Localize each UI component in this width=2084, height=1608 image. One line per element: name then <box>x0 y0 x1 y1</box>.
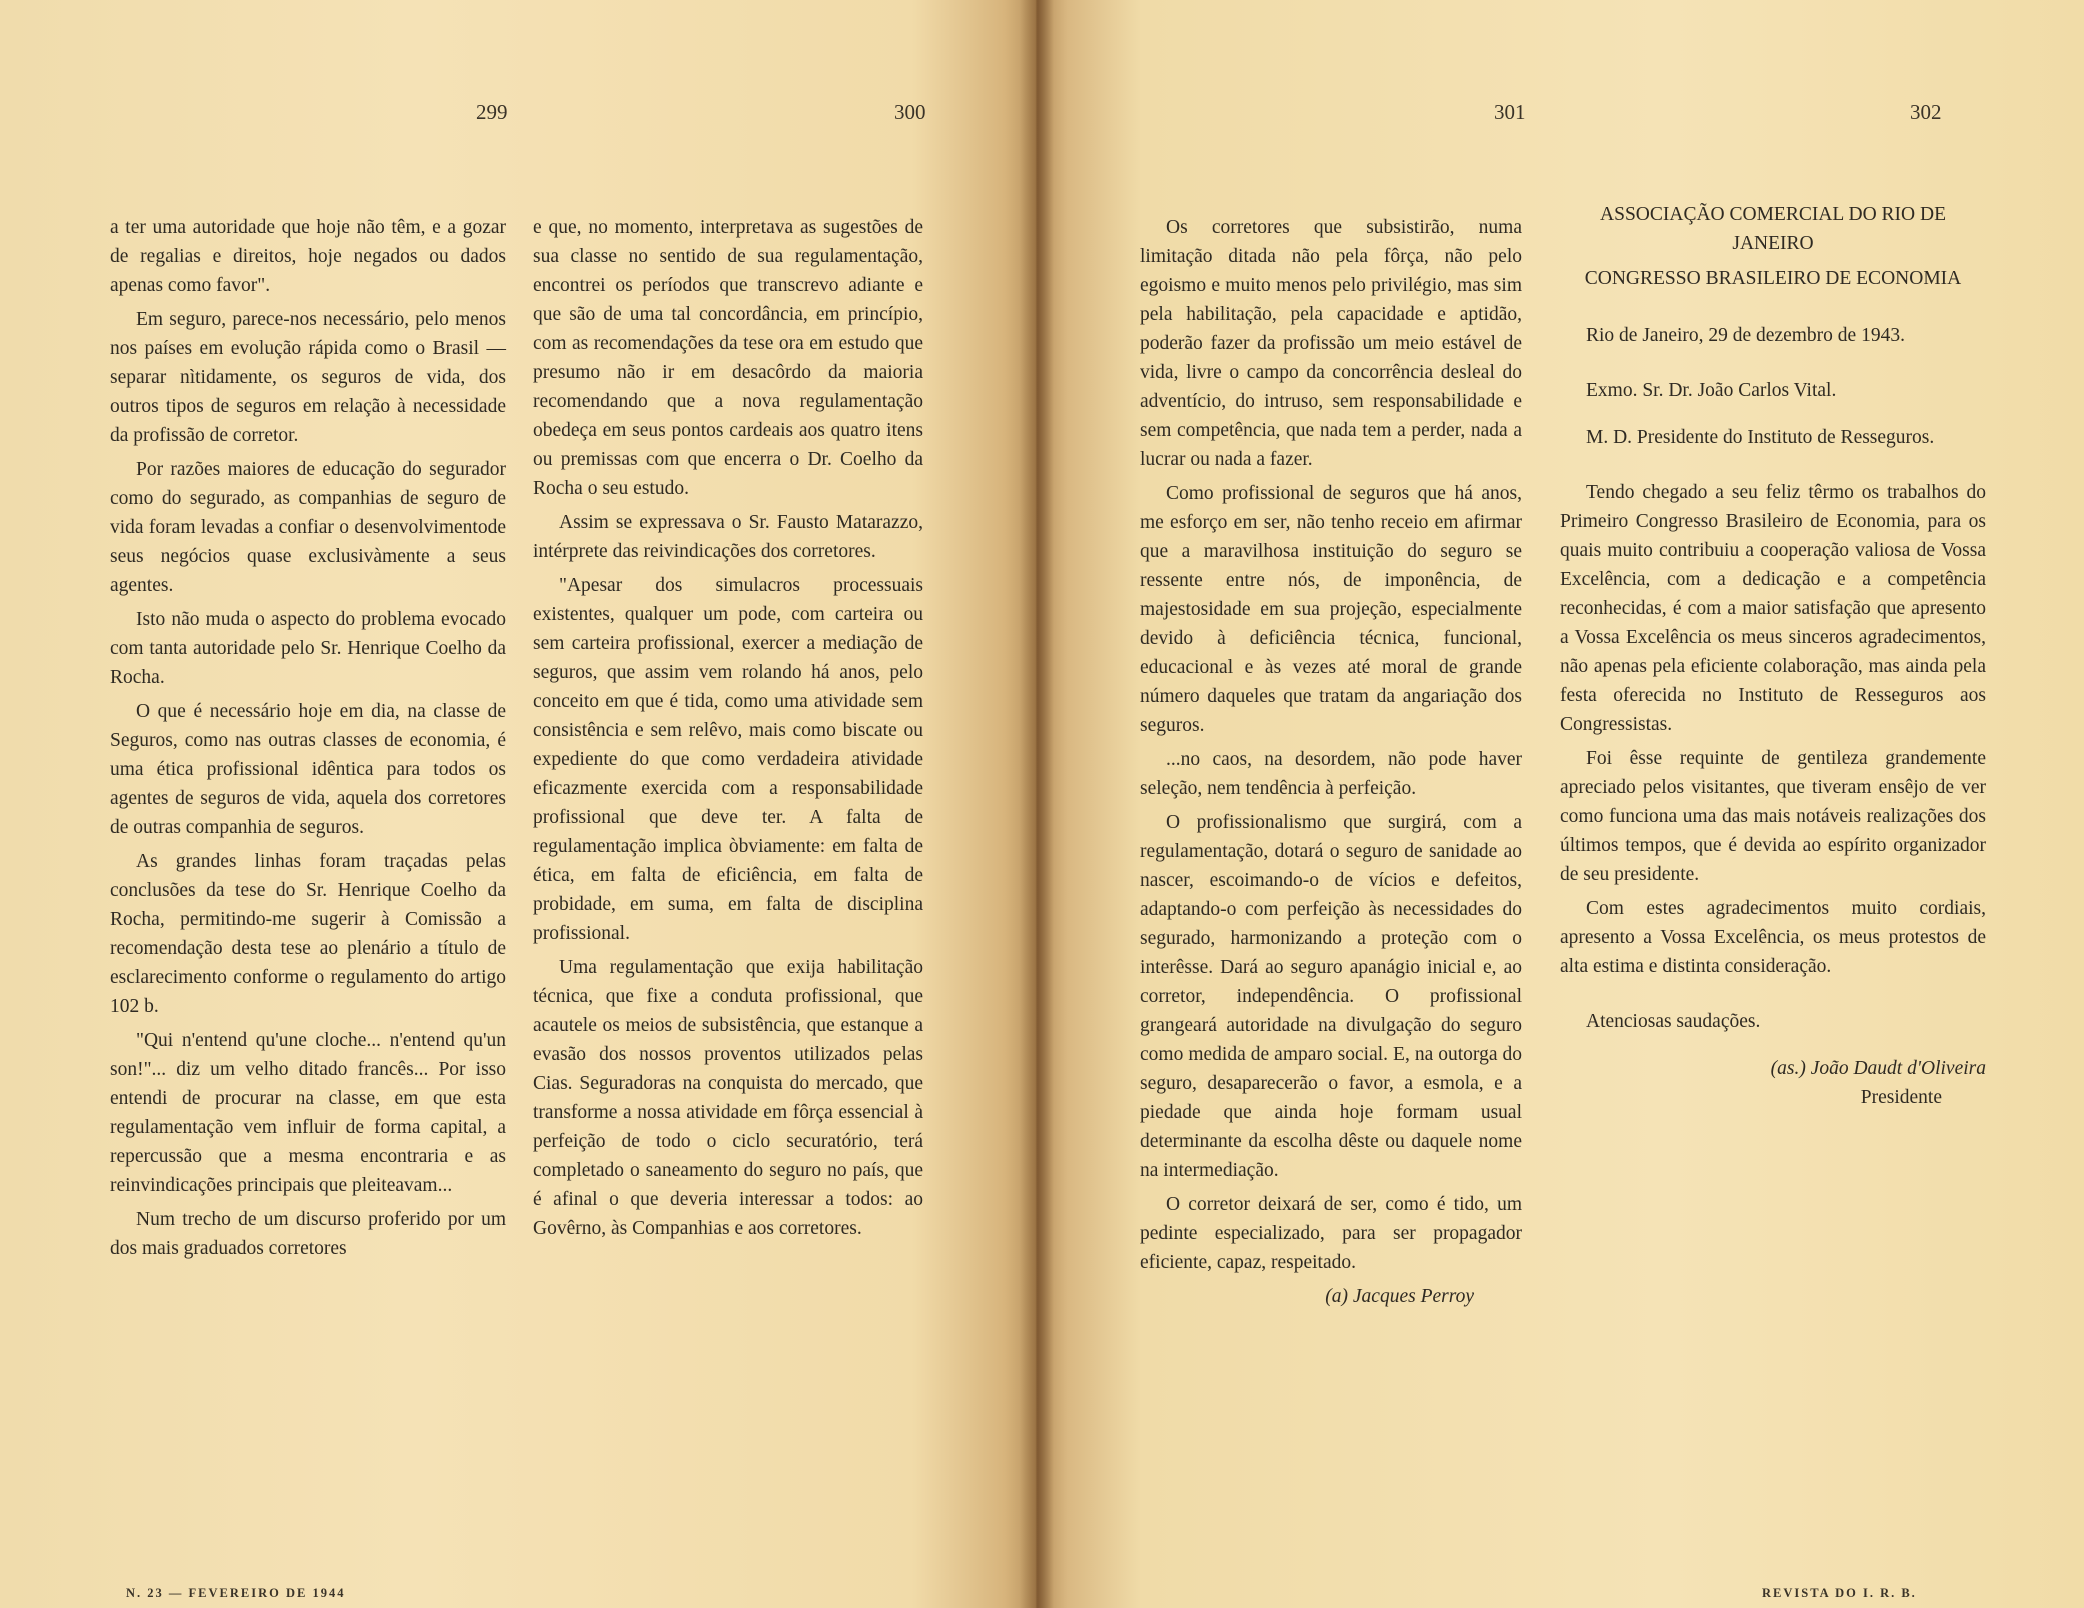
paragraph: O profissionalismo que surgirá, com a regulamentação, dotará o seguro de sanidade ao nascer, escoimando-o de vícios e defeitos, adaptando-o com perfeição às necessidades do segurado, harmonizando a proteção com o interêsse. Dará ao seguro apanágio inicial e, ao corretor, independência. O profissional grangeará autoridade na divulgação do seguro como medida de amparo social. E, na outorga do seguro, desaparecerão o favor, a esmola, e a piedade que ainda hoje formam usual determinante da escolha dêste ou daquele nome na intermediação. <box>1140 812 1522 1181</box>
paragraph: Assim se expressava o Sr. Fausto Matarazzo, intérprete das reivindicações dos corretores. <box>533 512 923 562</box>
paragraph: Em seguro, parece-nos necessário, pelo menos nos países em evolução rápida como o Brasil — separar nìtidamente, os seguros de vida, dos outros tipos de seguros em relação à necessidade da profissão de corretor. <box>110 309 506 446</box>
left-leaf <box>0 0 1036 1608</box>
page-number-302: 302 <box>1910 100 1942 124</box>
right-leaf <box>1036 0 2084 1608</box>
page-300-column <box>533 213 923 1248</box>
paragraph: As grandes linhas foram traçadas pelas conclusões da tese do Sr. Henrique Coelho da Rocha, permitindo-me sugerir à Comissão a recomendação desta tese ao plenário a título de esclarecimento conforme o regulamento do artigo 102 b. <box>110 851 506 1017</box>
paragraph: Isto não muda o aspecto do problema evocado com tanta autoridade pelo Sr. Henrique Coelho da Rocha. <box>110 609 506 688</box>
paragraph: Uma regulamentação que exija habilitação técnica, que fixe a conduta profissional, que acautele os meios de subsistência, que estanque a evasão dos nossos proventos utilizados pelas Cias. Seguradoras na conquista do mercado, que transforme a nossa atividade em fôrça essencial à perfeição de todo o ciclo securatório, terá completado o saneamento do seguro no país, que é afinal o que deveria interessar a todos: ao Govêrno, às Companhias e aos corretores. <box>533 957 923 1239</box>
paragraph: ...no caos, na desordem, não pode haver seleção, nem tendência à perfeição. <box>1140 749 1522 799</box>
page-302-column <box>1560 200 1986 1125</box>
paragraph: O corretor deixará de ser, como é tido, um pedinte especializado, para ser propagador eficiente, capaz, respeitado. <box>1140 1194 1522 1273</box>
letter-paragraph: Tendo chegado a seu feliz têrmo os trabalhos do Primeiro Congresso Brasileiro de Economia, para os quais muito contribuiu a cooperação valiosa de Vossa Excelência, com a dedicação e a competência reconhecidas, é com a maior satisfação que apresento a Vossa Excelência os meus sinceros agradecimentos, não apenas pela eficiente colaboração, mas ainda pela festa oferecida no Instituto de Resseguros aos Congressistas. <box>1560 482 1986 735</box>
letter-signature-title: Presidente <box>1860 1087 1942 1108</box>
paragraph: Como profissional de seguros que há anos, me esforço em ser, não tenho receio em afirmar que a maravilhosa instituição do seguro se ressente entre nós, de imponência, de majestosidade em sua projeção, especialmente devido à deficiência técnica, funcional, educacional e às vezes até moral de grande número daqueles que tratam da angariação dos seguros. <box>1140 483 1522 736</box>
letter-date: Rio de Janeiro, 29 de dezembro de 1943. <box>1586 325 1905 346</box>
letter-closing: Atenciosas saudações. <box>1586 1011 1761 1032</box>
letter-heading-congress: CONGRESSO BRASILEIRO DE ECONOMIA <box>1584 268 1962 289</box>
paragraph: a ter uma autoridade que hoje não têm, e a gozar de regalias e direitos, hoje negados ou dados apenas como favor". <box>110 217 506 296</box>
paragraph: "Apesar dos simulacros processuais existentes, qualquer um pode, com carteira ou sem carteira profissional, exercer a mediação de seguros, que assim vem rolando há anos, pelo conceito em que é tida, como uma atividade sem consistência e sem relêvo, mais como biscate ou expediente do que como verdadeira atividade eficazmente exercida com a responsabilidade profissional que deve ter. A falta de regulamentação implica òbviamente: em falta de ética, em falta de eficiência, em falta de probidade, em suma, em falta de disciplina profissional. <box>533 575 923 944</box>
footer-magazine: REVISTA DO I. R. B. <box>1762 1586 1917 1600</box>
paragraph: Por razões maiores de educação do segurador como do segurado, as companhias de seguro de vida foram levadas a confiar o desenvolvimentode seus negócios quase exclusivàmente a seus agentes. <box>110 459 506 596</box>
page-301-column <box>1140 213 1522 1316</box>
letter-paragraph: Com estes agradecimentos muito cordiais, apresento a Vossa Excelência, os meus protestos de alta estima e distinta consideração. <box>1560 898 1986 977</box>
paragraph: O que é necessário hoje em dia, na classe de Seguros, como nas outras classes de economia, é uma ética profissional idêntica para todos os agentes de seguros de vida, aquela dos corretores de outras companhia de seguros. <box>110 701 506 838</box>
paragraph: e que, no momento, interpretava as sugestões de sua classe no sentido de sua regulamentação, encontrei os períodos que transcrevo adiante e que são de uma tal concordância, em princípio, com as recomendações da tese ora em estudo que presumo não ir em desacôrdo da maioria recomendando que a nova regulamentação obedeça em seus pontos cardeais aos quatro itens ou premissas com que encerra o Dr. Coelho da Rocha o seu estudo. <box>533 217 923 499</box>
letter-signature: (as.) João Daudt d'Oliveira <box>1770 1058 1986 1079</box>
letter-paragraph: Foi êsse requinte de gentileza grandemente apreciado pelos visitantes, que tiveram ensêjo de ver como funciona uma das mais notáveis realizações dos últimos tempos, que é devida ao espírito organizador de seu presidente. <box>1560 748 1986 885</box>
page-number-299: 299 <box>476 100 508 124</box>
page-299-column <box>110 213 506 1268</box>
signature-perroy: (a) Jacques Perroy <box>1325 1286 1474 1307</box>
page-number-300: 300 <box>894 100 926 124</box>
paragraph: "Qui n'entend qu'une cloche... n'entend qu'un son!"... diz um velho ditado francês... Por isso entendi de procurar na classe, em que esta regulamentação vem influir de forma capital, a repercussão que a mesma encontraria e as reinvindicações principais que pleiteavam... <box>110 1030 506 1196</box>
letter-addressee: Exmo. Sr. Dr. João Carlos Vital. <box>1586 380 1837 401</box>
footer-issue: N. 23 — FEVEREIRO DE 1944 <box>126 1586 346 1600</box>
paragraph: Num trecho de um discurso proferido por um dos mais graduados corretores <box>110 1209 506 1259</box>
page-number-301: 301 <box>1494 100 1526 124</box>
letter-addressee-title: M. D. Presidente do Instituto de Resseguros. <box>1586 427 1935 448</box>
letter-heading-association: ASSOCIAÇÃO COMERCIAL DO RIO DE JANEIRO <box>1600 204 1946 254</box>
book-gutter <box>1020 0 1054 1608</box>
paragraph: Os corretores que subsistirão, numa limitação ditada não pela fôrça, não pelo egoismo e muito menos pelo privilégio, mas sim pela habilitação, pela capacidade e aptidão, poderão fazer da profissão um meio estável de vida, livre o campo da concorrência desleal do adventício, do intruso, sem responsabilidade e sem competência, que nada tem a perder, nada a lucrar ou nada a fazer. <box>1140 217 1522 470</box>
